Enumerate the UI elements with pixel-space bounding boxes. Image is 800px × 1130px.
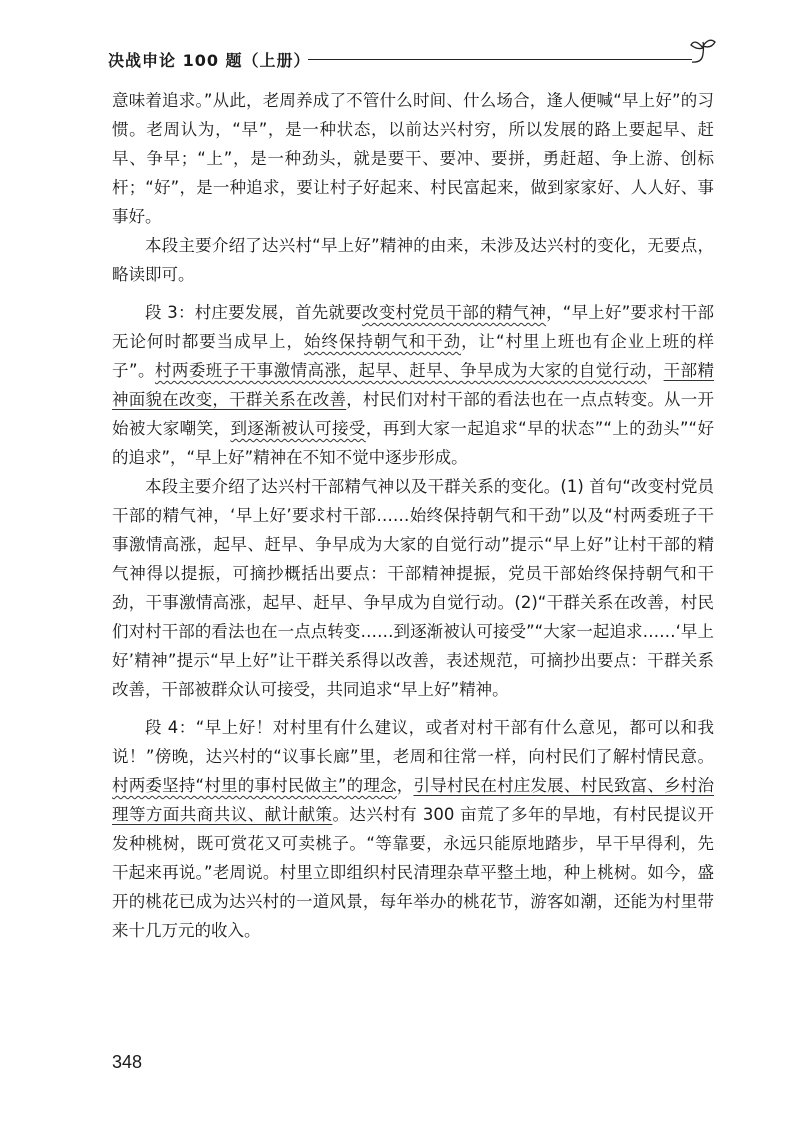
paragraph-continued: 意味着追求。”从此，老周养成了不管什么时间、什么场合，逢人便喊“早上好”的习惯。老周认为，“早”，是一种状态，以前达兴村穷，所以发展的路上要起早、赶早、争早；“上”，是一种劲头，就是要干、要冲、要拼，勇赶超、争上游、创标杆；“好”，是一种追求，要让村子好起来、村民富起来，做到家家好、人人好、事事好。 [112,91,714,226]
key-phrase: 村两委坚持“村里的事村民做主”的理念 [112,776,397,795]
sprout-icon [688,36,718,66]
text-run: 段 3：村庄要发展，首先就要 [145,303,362,322]
page-number: 348 [112,1052,143,1072]
key-phrase: 改变村党员干部的精气神 [362,303,547,322]
book-title: 决战申论 100 题（上册） [108,51,311,70]
key-phrase: 干部精神面貌在改变，干群关系在改善 [112,361,715,409]
key-phrase: 到逐渐被认可接受 [230,419,366,438]
page-body [112,86,714,945]
text-run: ，让“村里上班也有企业上班的样子”。 [112,332,714,380]
analysis-paragraph-3: 本段主要介绍了达兴村干部精气神以及干群关系的变化。(1) 首句“改变村党员干部的精气神，‘早上好’要求村干部……始终保持朝气和干劲”以及“村两委班子干事激情高涨，起早、赶早、争早成为大家的自觉行动”提示“早上好”让村干部的精气神得以提振，可摘抄概括出要点：干部精神提振，党员干部始终保持朝气和干劲，干事激情高涨，起早、赶早、争早成为自觉行动。(2)“干群关系在改善，村民们对村干部的看法也在一点点转变……到逐渐被认可接受”“大家一起追求……‘早上好’精神”提示“早上好”让干群关系得以改善，表述规范，可摘抄出要点：干群关系改善，干部被群众认可接受，共同追求“早上好”精神。 [112,477,714,699]
source-paragraph-4 [112,713,714,945]
key-phrase: 引导村民在村庄发展、村民致富、乡村治理等方面共商共议、献计献策 [112,776,715,824]
header-rule [308,59,692,60]
text-run: ，村民们对村干部的看法也在一点点转变。从一开始被大家嘲笑， [112,390,715,438]
analysis-paragraph-2: 本段主要介绍了达兴村“早上好”精神的由来，未涉及达兴村的变化，无要点，略读即可。 [112,236,714,284]
text-run: 段 4：“早上好！对村里有什么建议，或者对村干部有什么意见，都可以和我说！”傍晚，达兴村的“议事长廊”里，老周和往常一样，向村民们了解村情民意。 [112,718,714,766]
key-phrase: 始终保持朝气和干劲 [304,332,462,351]
text-run: ，再到大家一起追求“早的状态”“上的劲头”“好的追求”，“早上好”精神在不知不觉中逐步形成。 [112,419,714,467]
text-run: 。达兴村有 300 亩荒了多年的旱地，有村民提议开发种桃树，既可赏花又可卖桃子。“等靠要，永远只能原地踏步，早干早得利，先干起来再说。”老周说。村里立即组织村民清理杂草平整土地，种上桃树。如今，盛开的桃花已成为达兴村的一道风景，每年举办的桃花节，游客如潮，还能为村里带来十几万元的收入。 [112,805,715,940]
running-header [108,36,718,76]
key-phrase: 村两委班子干事激情高涨，起早、赶早、争早成为大家的自觉行动 [154,361,647,380]
text-run: ，“早上好”要求村干部无论何时都要当成早上， [112,303,714,351]
text-run: ， [646,361,664,380]
text-run: ， [396,776,414,795]
source-paragraph-3 [112,298,714,472]
